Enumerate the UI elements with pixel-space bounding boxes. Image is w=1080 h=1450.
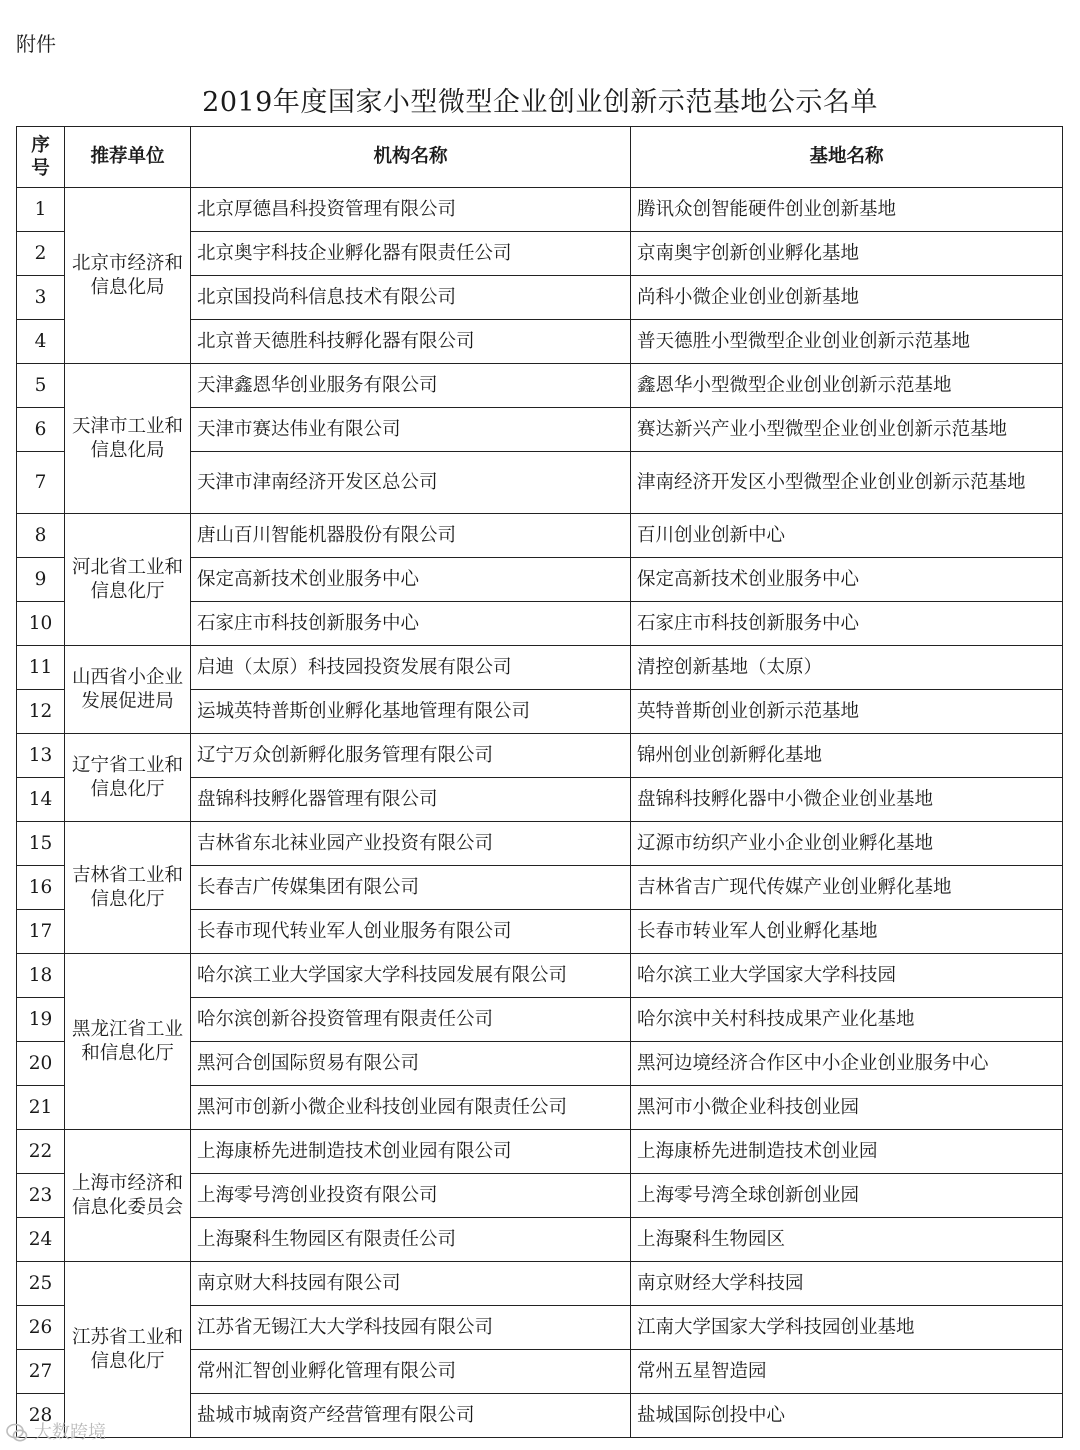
table-row [17, 514, 1063, 558]
row-number: 6 [17, 408, 65, 452]
row-number: 11 [17, 646, 65, 690]
watermark [6, 1418, 106, 1444]
base-name: 上海零号湾全球创新创业园 [631, 1174, 1063, 1218]
organization-name: 黑河合创国际贸易有限公司 [191, 1042, 631, 1086]
base-name: 哈尔滨工业大学国家大学科技园 [631, 954, 1063, 998]
recommending-unit: 山西省小企业发展促进局 [65, 646, 191, 734]
base-name: 哈尔滨中关村科技成果产业化基地 [631, 998, 1063, 1042]
organization-name: 天津市赛达伟业有限公司 [191, 408, 631, 452]
recommending-unit: 上海市经济和信息化委员会 [65, 1130, 191, 1262]
column-header-base: 基地名称 [631, 127, 1063, 188]
table-row [17, 364, 1063, 408]
wechat-logo-icon [6, 1422, 28, 1444]
base-name: 赛达新兴产业小型微型企业创业创新示范基地 [631, 408, 1063, 452]
organization-name: 南京财大科技园有限公司 [191, 1262, 631, 1306]
base-name: 百川创业创新中心 [631, 514, 1063, 558]
row-number: 1 [17, 188, 65, 232]
organization-name: 吉林省东北袜业园产业投资有限公司 [191, 822, 631, 866]
organization-name: 常州汇智创业孵化管理有限公司 [191, 1350, 631, 1394]
organization-name: 上海零号湾创业投资有限公司 [191, 1174, 631, 1218]
row-number: 3 [17, 276, 65, 320]
base-name: 英特普斯创业创新示范基地 [631, 690, 1063, 734]
table-row [17, 188, 1063, 232]
table-row [17, 1130, 1063, 1174]
base-name: 保定高新技术创业服务中心 [631, 558, 1063, 602]
organization-name: 北京厚德昌科投资管理有限公司 [191, 188, 631, 232]
base-name: 上海聚科生物园区 [631, 1218, 1063, 1262]
row-number: 23 [17, 1174, 65, 1218]
base-name: 津南经济开发区小型微型企业创业创新示范基地 [631, 452, 1063, 514]
recommending-unit: 吉林省工业和信息化厅 [65, 822, 191, 954]
column-header-unit: 推荐单位 [65, 127, 191, 188]
organization-name: 唐山百川智能机器股份有限公司 [191, 514, 631, 558]
organization-name: 北京奥宇科技企业孵化器有限责任公司 [191, 232, 631, 276]
row-number: 27 [17, 1350, 65, 1394]
recommending-unit: 辽宁省工业和信息化厅 [65, 734, 191, 822]
organization-name: 盐城市城南资产经营管理有限公司 [191, 1394, 631, 1438]
row-number: 4 [17, 320, 65, 364]
table-row [17, 646, 1063, 690]
row-number: 14 [17, 778, 65, 822]
row-number: 22 [17, 1130, 65, 1174]
row-number: 12 [17, 690, 65, 734]
row-number: 19 [17, 998, 65, 1042]
row-number: 20 [17, 1042, 65, 1086]
base-name: 盐城国际创投中心 [631, 1394, 1063, 1438]
organization-name: 上海康桥先进制造技术创业园有限公司 [191, 1130, 631, 1174]
table-row [17, 822, 1063, 866]
row-number: 8 [17, 514, 65, 558]
page-title: 2019年度国家小型微型企业创业创新示范基地公示名单 [202, 87, 878, 118]
table-row [17, 734, 1063, 778]
base-name: 京南奥宇创新创业孵化基地 [631, 232, 1063, 276]
base-name: 鑫恩华小型微型企业创业创新示范基地 [631, 364, 1063, 408]
organization-name: 辽宁万众创新孵化服务管理有限公司 [191, 734, 631, 778]
base-name: 尚科小微企业创业创新基地 [631, 276, 1063, 320]
base-name: 锦州创业创新孵化基地 [631, 734, 1063, 778]
row-number: 16 [17, 866, 65, 910]
base-name: 上海康桥先进制造技术创业园 [631, 1130, 1063, 1174]
organization-name: 黑河市创新小微企业科技创业园有限责任公司 [191, 1086, 631, 1130]
row-number: 24 [17, 1218, 65, 1262]
recommending-unit: 天津市工业和信息化局 [65, 364, 191, 514]
organization-name: 北京普天德胜科技孵化器有限公司 [191, 320, 631, 364]
recommending-unit: 北京市经济和信息化局 [65, 188, 191, 364]
organization-name: 江苏省无锡江大大学科技园有限公司 [191, 1306, 631, 1350]
organization-name: 盘锦科技孵化器管理有限公司 [191, 778, 631, 822]
base-name: 腾讯众创智能硬件创业创新基地 [631, 188, 1063, 232]
base-name: 吉林省吉广现代传媒产业创业孵化基地 [631, 866, 1063, 910]
base-name: 黑河市小微企业科技创业园 [631, 1086, 1063, 1130]
organization-name: 哈尔滨工业大学国家大学科技园发展有限公司 [191, 954, 631, 998]
organization-name: 哈尔滨创新谷投资管理有限责任公司 [191, 998, 631, 1042]
row-number: 18 [17, 954, 65, 998]
recommending-unit: 江苏省工业和信息化厅 [65, 1262, 191, 1438]
organization-name: 北京国投尚科信息技术有限公司 [191, 276, 631, 320]
row-number: 17 [17, 910, 65, 954]
column-header-org: 机构名称 [191, 127, 631, 188]
base-name: 盘锦科技孵化器中小微企业创业基地 [631, 778, 1063, 822]
base-name: 黑河边境经济合作区中小企业创业服务中心 [631, 1042, 1063, 1086]
base-name: 普天德胜小型微型企业创业创新示范基地 [631, 320, 1063, 364]
row-number: 25 [17, 1262, 65, 1306]
row-number: 21 [17, 1086, 65, 1130]
recommending-unit: 河北省工业和信息化厅 [65, 514, 191, 646]
organization-name: 天津市津南经济开发区总公司 [191, 452, 631, 514]
organization-name: 上海聚科生物园区有限责任公司 [191, 1218, 631, 1262]
base-name: 南京财经大学科技园 [631, 1262, 1063, 1306]
organization-name: 长春吉广传媒集团有限公司 [191, 866, 631, 910]
base-name: 石家庄市科技创新服务中心 [631, 602, 1063, 646]
organization-name: 启迪（太原）科技园投资发展有限公司 [191, 646, 631, 690]
row-number: 7 [17, 452, 65, 514]
row-number: 28 [17, 1394, 65, 1438]
organization-name: 长春市现代转业军人创业服务有限公司 [191, 910, 631, 954]
attachment-label: 附件 [16, 32, 56, 56]
row-number: 10 [17, 602, 65, 646]
organization-name: 保定高新技术创业服务中心 [191, 558, 631, 602]
base-name: 江南大学国家大学科技园创业基地 [631, 1306, 1063, 1350]
recommending-unit: 黑龙江省工业和信息化厅 [65, 954, 191, 1130]
row-number: 5 [17, 364, 65, 408]
table-body [17, 188, 1063, 1438]
organization-name: 石家庄市科技创新服务中心 [191, 602, 631, 646]
base-name: 长春市转业军人创业孵化基地 [631, 910, 1063, 954]
organization-name: 天津鑫恩华创业服务有限公司 [191, 364, 631, 408]
base-list-table [16, 126, 1063, 1438]
table-row [17, 1262, 1063, 1306]
organization-name: 运城英特普斯创业孵化基地管理有限公司 [191, 690, 631, 734]
column-header-number: 序号 [17, 127, 65, 188]
table-header-row [17, 127, 1063, 188]
row-number: 2 [17, 232, 65, 276]
row-number: 15 [17, 822, 65, 866]
base-name: 常州五星智造园 [631, 1350, 1063, 1394]
watermark-text: 大数跨境 [34, 1422, 106, 1443]
base-name: 清控创新基地（太原） [631, 646, 1063, 690]
row-number: 26 [17, 1306, 65, 1350]
base-name: 辽源市纺织产业小企业创业孵化基地 [631, 822, 1063, 866]
table-row [17, 954, 1063, 998]
row-number: 13 [17, 734, 65, 778]
row-number: 9 [17, 558, 65, 602]
